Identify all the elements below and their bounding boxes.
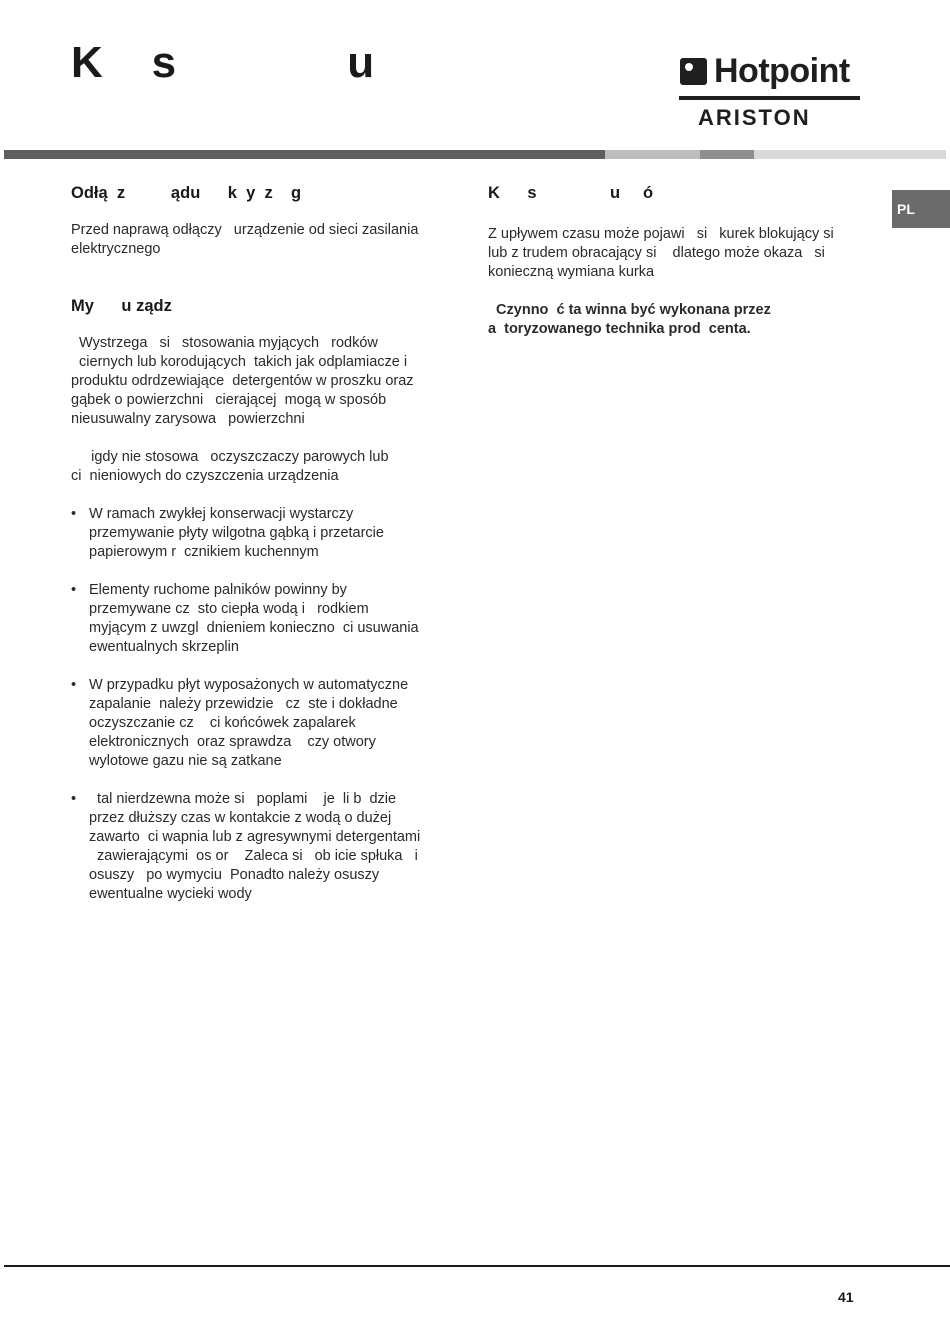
left-column [71,183,446,904]
header-bar-pale [754,150,946,159]
list-item-text: W ramach zwykłej konserwacji wystarczy przemywanie płyty wilgotna gąbką i przetarcie papierowym r cznikiem kuchennym [89,506,384,560]
list-item [71,505,446,562]
disconnect-text: Przed naprawą odłączy urządzenie od sieci zasilania elektrycznego [71,222,419,257]
logo-rule [679,96,860,100]
logo-mark-icon [680,58,707,85]
section-heading-gas-tap: K s u ó [488,184,654,202]
list-item-text: W przypadku płyt wyposażonych w automatyczne zapalanie należy przewidzie cz ste i dokładne oczyszczanie cz ci końcówek zapalarek elektronicznych oraz sprawdza czy otwory wylotowe gazu nie są zatkane [89,677,409,769]
bullet-icon: • [71,791,77,807]
gas-tap-text: Z upływem czasu może pojawi si kurek blokujący si lub z trudem obracający si dlatego może okaza si konieczną wymiana kurka [488,226,834,280]
list-item-text: Elementy ruchome palników powinny by przemywane cz sto ciepła wodą i rodkiem myjącym z uwzgl dnieniem konieczno ci usuwania ewentualnych skrzeplin [89,582,419,655]
list-item [71,676,446,771]
language-tab: PL [892,190,950,228]
cleaning-warning-text: Wystrzega si stosowania myjących rodków ciernych lub korodujących takich jak odplamiacze i produktu odrdzewiające detergentów w proszku oraz gąbek o powierzchni cierającej mogą w sposób nieusuwalny zarysowa powierzchni [71,335,414,427]
list-item [71,581,446,657]
footer-divider [4,1265,950,1267]
bullet-icon: • [71,506,77,522]
bullet-icon: • [71,677,77,693]
section-heading-disconnect: Odłą z ądu k y z g [71,184,302,202]
section-heading-cleaning: My u ządz [71,297,172,315]
technician-note: Czynno ć ta winna być wykonana przez a toryzowanego technika prod centa. [488,302,771,337]
logo-brand-text: Hotpoint [714,52,850,90]
bullet-icon: • [71,582,77,598]
header-bar-light [605,150,700,159]
logo-sub-text: ARISTON [698,105,811,130]
page-title: K s u [71,38,375,87]
header-bar-dark [4,150,605,159]
cleaning-list [71,505,446,904]
brand-logo [679,52,860,132]
page-number: 41 [838,1289,854,1305]
list-item [71,790,446,904]
header-bar-mid [700,150,754,159]
steam-warning-text: igdy nie stosowa oczyszczaczy parowych lub ci nieniowych do czyszczenia urządzenia [71,449,389,484]
list-item-text: tal nierdzewna może si poplami je li b dzie przez dłuższy czas w kontakcie z wodą o dużej zawarto ci wapnia lub z agresywnymi detergentami zawierającymi os or Zaleca si ob icie spłuka i osuszy po wymyciu Ponadto należy osuszy ewentualne wycieki wody [89,791,421,902]
right-column [488,183,858,339]
